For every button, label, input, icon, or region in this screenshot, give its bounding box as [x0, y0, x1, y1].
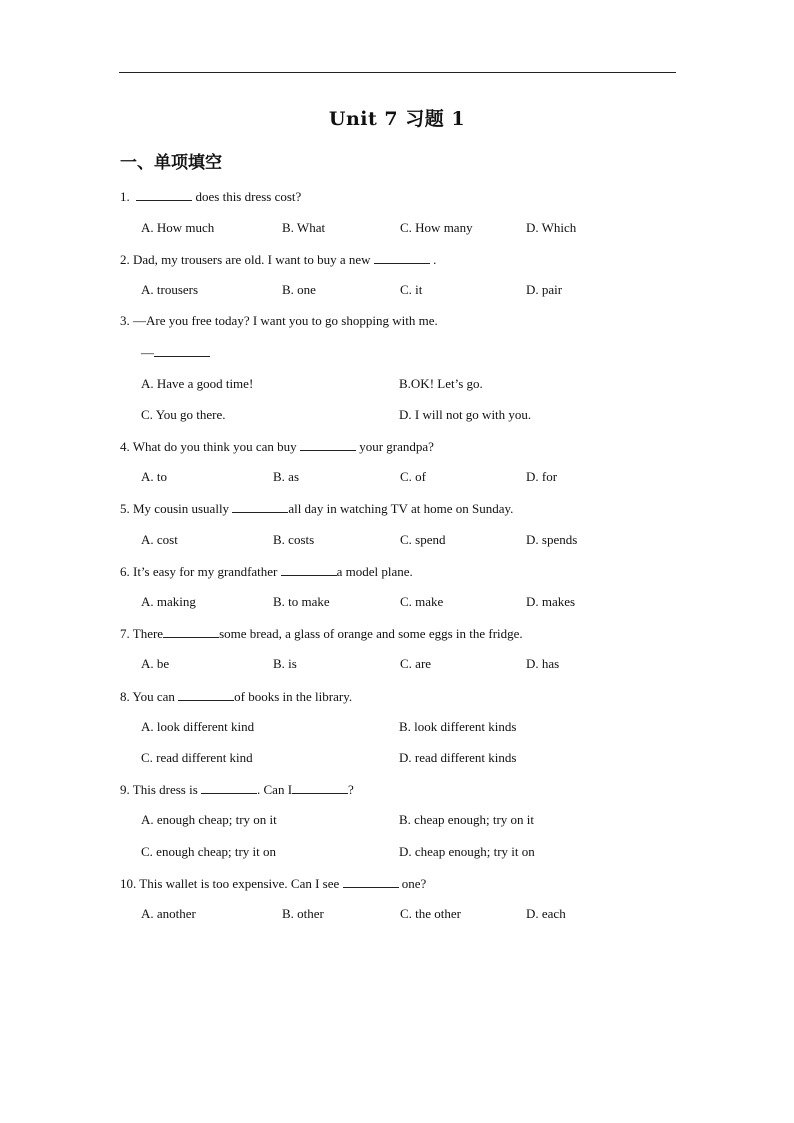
question-4 — [120, 438, 434, 455]
option-d: D. I will not go with you. — [399, 407, 532, 422]
question-text-end: of books in the library. — [234, 689, 353, 704]
option-d: D. pair — [526, 282, 563, 297]
option-b: B. other — [282, 906, 324, 921]
question-number: 7. — [120, 626, 130, 641]
reply-dash: — — [141, 345, 154, 360]
question-number: 1. — [120, 189, 130, 204]
option-a: A. cost — [141, 532, 178, 547]
option-a: A. making — [141, 594, 196, 609]
option-b: B. costs — [273, 532, 315, 547]
option-a: A. How much — [141, 220, 215, 235]
option-c: C. You go there. — [141, 407, 226, 422]
option-d: D. spends — [526, 532, 578, 547]
question-text-end: a model plane. — [336, 564, 413, 579]
question-text: You can — [132, 689, 179, 704]
option-c: C. How many — [400, 220, 473, 235]
question-text-end: . — [429, 252, 437, 267]
question-text: Dad, my trousers are old. I want to buy a new — [133, 252, 374, 267]
question-10 — [120, 875, 426, 892]
question-text: This wallet is too expensive. Can I see — [139, 876, 343, 891]
option-b: B. is — [273, 656, 297, 671]
question-number: 5. — [120, 501, 130, 516]
question-text-mid: . Can I — [257, 782, 293, 797]
question-number: 8. — [120, 689, 130, 704]
question-2 — [120, 251, 436, 268]
question-text-end: all day in watching TV at home on Sunday. — [288, 501, 514, 516]
option-d: D. each — [526, 906, 566, 921]
question-text-end: your grandpa? — [355, 439, 434, 454]
answer-blank — [201, 781, 257, 794]
option-a: A. enough cheap; try on it — [141, 812, 277, 827]
option-a: A. Have a good time! — [141, 376, 254, 391]
header-rule — [119, 72, 676, 73]
question-text: does this dress cost? — [192, 189, 302, 204]
question-number: 9. — [120, 782, 130, 797]
answer-blank — [281, 563, 337, 576]
question-text: There — [132, 626, 164, 641]
option-a: A. another — [141, 906, 196, 921]
answer-blank — [300, 438, 356, 451]
section-heading: 一、单项填空 — [120, 153, 222, 173]
page-title: Unit 7 习题 1 — [328, 108, 466, 130]
option-d: D. has — [526, 656, 560, 671]
option-c: C. read different kind — [141, 750, 253, 765]
question-number: 4. — [120, 439, 130, 454]
question-text: This dress is — [132, 782, 202, 797]
option-a: A. be — [141, 656, 170, 671]
answer-blank — [343, 875, 399, 888]
answer-blank — [178, 688, 234, 701]
answer-blank — [232, 500, 288, 513]
question-text: My cousin usually — [133, 501, 233, 516]
question-number: 2. — [120, 252, 130, 267]
option-c: C. are — [400, 656, 432, 671]
question-text: What do you think you can buy — [132, 439, 300, 454]
question-text: —Are you free today? I want you to go shopping with me. — [133, 313, 438, 328]
answer-blank — [292, 781, 348, 794]
option-c: C. make — [400, 594, 444, 609]
option-a: A. trousers — [141, 282, 199, 297]
question-9 — [120, 781, 354, 798]
question-8 — [120, 688, 352, 705]
option-a: A. look different kind — [141, 719, 255, 734]
option-c: C. it — [400, 282, 423, 297]
option-b: B. as — [273, 469, 299, 484]
option-b: B. cheap enough; try on it — [399, 812, 535, 827]
option-c: C. spend — [400, 532, 446, 547]
answer-blank — [154, 344, 210, 357]
question-text-end: one? — [398, 876, 427, 891]
option-b: B.OK! Let’s go. — [399, 376, 483, 391]
reply-line — [141, 344, 210, 361]
option-a: A. to — [141, 469, 167, 484]
question-number: 10. — [120, 876, 137, 891]
question-6 — [120, 563, 413, 580]
option-c: C. enough cheap; try it on — [141, 844, 277, 859]
option-d: D. read different kinds — [399, 750, 517, 765]
answer-blank — [136, 188, 192, 201]
question-number: 3. — [120, 313, 130, 328]
option-d: D. Which — [526, 220, 577, 235]
option-b: B. to make — [273, 594, 330, 609]
question-5 — [120, 500, 513, 517]
question-text: It’s easy for my grandfather — [133, 564, 281, 579]
question-7 — [120, 625, 523, 642]
option-c: C. of — [400, 469, 426, 484]
option-c: C. the other — [400, 906, 462, 921]
question-text-end: ? — [348, 782, 354, 797]
option-b: B. look different kinds — [399, 719, 517, 734]
answer-blank — [374, 251, 430, 264]
question-1 — [120, 188, 301, 205]
option-d: D. makes — [526, 594, 576, 609]
option-b: B. one — [282, 282, 316, 297]
option-b: B. What — [282, 220, 326, 235]
answer-blank — [163, 625, 219, 638]
question-number: 6. — [120, 564, 130, 579]
option-d: D. cheap enough; try it on — [399, 844, 535, 859]
question-3 — [120, 313, 438, 329]
question-text-end: some bread, a glass of orange and some eggs in the fridge. — [219, 626, 523, 641]
option-d: D. for — [526, 469, 558, 484]
